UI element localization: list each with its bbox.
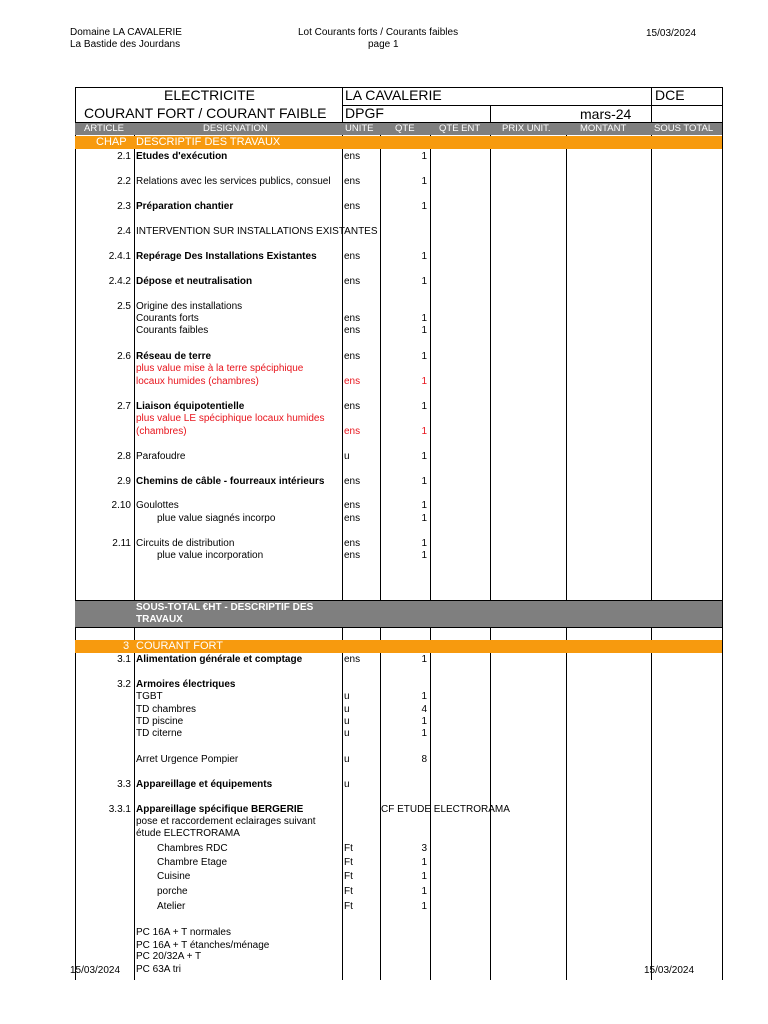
column-header-row — [75, 123, 722, 135]
unit-cell: ens — [344, 513, 361, 524]
article-number: 3.3.1 — [108, 804, 131, 815]
designation-cell: plus value LE spéciphique locaux humides — [136, 413, 325, 424]
subtotal-row — [75, 600, 722, 627]
unit-cell: ens — [344, 476, 361, 487]
quantity-cell: 3 — [421, 843, 427, 854]
designation-cell: Relations avec les services publics, consuel — [136, 176, 331, 187]
quantity-cell: 1 — [421, 401, 427, 412]
unit-cell: Ft — [344, 901, 353, 912]
col-sous-total: SOUS TOTAL — [654, 123, 714, 134]
designation-cell: Chambre Etage — [157, 857, 228, 868]
col-designation: DESIGNATION — [203, 123, 268, 134]
article-number: 2.8 — [117, 451, 131, 462]
quantity-cell: 1 — [421, 500, 427, 511]
note-cell: CF ETUDE ELECTRORAMA — [381, 804, 510, 815]
header-lot: Lot Courants forts / Courants faibles — [298, 27, 459, 38]
designation-cell: TGBT — [136, 691, 163, 702]
article-number: 2.9 — [117, 476, 131, 487]
unit-cell: ens — [344, 176, 361, 187]
unit-cell: Ft — [344, 886, 353, 897]
quantity-cell: 1 — [421, 901, 427, 912]
footer-date-left: 15/03/2024 — [70, 965, 121, 976]
unit-cell: ens — [344, 426, 361, 437]
unit-cell: ens — [344, 654, 361, 665]
quantity-cell: 1 — [421, 376, 427, 387]
col-montant: MONTANT — [580, 123, 627, 134]
designation-cell: Alimentation générale et comptage — [136, 654, 303, 665]
unit-cell: ens — [344, 201, 361, 212]
quantity-cell: 1 — [421, 654, 427, 665]
article-number: 2.4.2 — [108, 276, 131, 287]
designation-cell: INTERVENTION SUR INSTALLATIONS EXISTANTES — [136, 226, 378, 237]
article-number: 2.3 — [117, 201, 131, 212]
article-number: 2.11 — [112, 538, 131, 549]
header-date: 15/03/2024 — [646, 28, 697, 39]
designation-cell: Arret Urgence Pompier — [136, 754, 239, 765]
designation-cell: plus value mise à la terre spéciphique — [136, 363, 304, 374]
unit-cell: ens — [344, 151, 361, 162]
designation-cell: Cuisine — [157, 871, 191, 882]
quantity-cell: 1 — [421, 691, 427, 702]
section-header-descriptif — [75, 136, 722, 149]
unit-cell: ens — [344, 376, 361, 387]
article-number: 2.2 — [117, 176, 131, 187]
quantity-cell: 1 — [421, 176, 427, 187]
designation-cell: Atelier — [157, 901, 186, 912]
designation-cell: TD chambres — [136, 704, 197, 715]
article-number: 3.1 — [117, 654, 131, 665]
unit-cell: u — [344, 728, 350, 739]
designation-cell: Appareillage et équipements — [136, 779, 273, 790]
header-page-number: page 1 — [368, 39, 399, 50]
quantity-cell: 1 — [421, 728, 427, 739]
lot-title: ELECTRICITE — [164, 87, 256, 103]
designation-cell: Armoires électriques — [136, 679, 236, 690]
section-number: CHAP — [96, 136, 127, 148]
footer-date-right: 15/03/2024 — [644, 965, 695, 976]
project-name: LA CAVALERIE — [345, 87, 442, 103]
designation-cell: Goulottes — [136, 500, 179, 511]
designation-cell: plue value siagnés incorpo — [157, 513, 276, 524]
header-address: La Bastide des Jourdans — [70, 39, 181, 50]
designation-cell: Courants forts — [136, 313, 199, 324]
unit-cell: Ft — [344, 843, 353, 854]
designation-cell: PC 16A + T normales — [136, 927, 231, 938]
col-prix-unit: PRIX UNIT. — [502, 123, 551, 134]
quantity-cell: 1 — [421, 886, 427, 897]
phase: DCE — [655, 87, 685, 103]
unit-cell: Ft — [344, 857, 353, 868]
designation-cell: Dépose et neutralisation — [136, 276, 253, 287]
designation-cell: Préparation chantier — [136, 201, 234, 212]
unit-cell: ens — [344, 276, 361, 287]
designation-cell: étude ELECTRORAMA — [136, 828, 240, 839]
quantity-cell: 1 — [421, 538, 427, 549]
section-title: COURANT FORT — [136, 640, 223, 652]
unit-cell: Ft — [344, 871, 353, 882]
quantity-cell: 1 — [421, 151, 427, 162]
section-header-courant-fort — [75, 640, 722, 653]
designation-cell: pose et raccordement eclairages suivant — [136, 816, 316, 827]
designation-cell: Parafoudre — [136, 451, 186, 462]
lot-subtitle: COURANT FORT / COURANT FAIBLE — [84, 105, 327, 121]
article-number: 2.1 — [117, 151, 131, 162]
subtotal-label-line1: SOUS-TOTAL €HT - DESCRIPTIF DES — [136, 602, 314, 613]
designation-cell: Chemins de câble - fourreaux intérieurs — [136, 476, 325, 487]
unit-cell: ens — [344, 325, 361, 336]
col-qte: QTE — [395, 123, 415, 134]
designation-cell: (chambres) — [136, 426, 187, 437]
quantity-cell: 1 — [421, 716, 427, 727]
designation-cell: TD piscine — [136, 716, 184, 727]
quantity-cell: 1 — [421, 857, 427, 868]
unit-cell: ens — [344, 538, 361, 549]
unit-cell: ens — [344, 251, 361, 262]
article-number: 2.7 — [117, 401, 131, 412]
designation-cell: Chambres RDC — [157, 843, 228, 854]
unit-cell: ens — [344, 313, 361, 324]
unit-cell: u — [344, 691, 350, 702]
article-number: 2.5 — [117, 301, 131, 312]
designation-cell: Courants faibles — [136, 325, 209, 336]
designation-cell: Origine des installations — [136, 301, 243, 312]
quantity-cell: 1 — [421, 871, 427, 882]
designation-cell: plue value incorporation — [157, 550, 264, 561]
quantity-cell: 1 — [421, 351, 427, 362]
unit-cell: u — [344, 716, 350, 727]
col-article: ARTICLE — [84, 123, 124, 134]
unit-cell: ens — [344, 500, 361, 511]
article-number: 2.4 — [117, 226, 131, 237]
document-date: mars-24 — [580, 106, 632, 122]
quantity-cell: 1 — [421, 251, 427, 262]
unit-cell: u — [344, 754, 350, 765]
section-number: 3 — [123, 640, 130, 652]
quantity-cell: 1 — [421, 313, 427, 324]
unit-cell: ens — [344, 401, 361, 412]
quantity-cell: 1 — [421, 426, 427, 437]
quantity-cell: 1 — [421, 550, 427, 561]
col-qte-ent: QTE ENT — [439, 123, 481, 134]
designation-cell: PC 63A tri — [136, 964, 182, 975]
article-number: 2.6 — [117, 351, 131, 362]
section-title: DESCRIPTIF DES TRAVAUX — [136, 136, 281, 148]
designation-cell: PC 16A + T étanches/ménage — [136, 940, 270, 951]
designation-cell: Etudes d'exécution — [136, 151, 228, 162]
article-number: 2.4.1 — [108, 251, 131, 262]
quantity-cell: 1 — [421, 513, 427, 524]
designation-cell: locaux humides (chambres) — [136, 376, 259, 387]
subtotal-label-line2: TRAVAUX — [136, 614, 183, 625]
header-company: Domaine LA CAVALERIE — [70, 27, 182, 38]
article-number: 3.3 — [117, 779, 131, 790]
designation-cell: Circuits de distribution — [136, 538, 235, 549]
article-number: 3.2 — [117, 679, 131, 690]
designation-cell: TD citerne — [136, 728, 183, 739]
designation-cell: porche — [157, 886, 188, 897]
article-number: 2.10 — [111, 500, 131, 511]
quantity-cell: 1 — [421, 201, 427, 212]
quantity-cell: 1 — [421, 476, 427, 487]
unit-cell: ens — [344, 351, 361, 362]
unit-cell: u — [344, 451, 350, 462]
designation-cell: Appareillage spécifique BERGERIE — [136, 804, 304, 815]
document-type: DPGF — [345, 105, 384, 121]
col-unite: UNITE — [345, 123, 374, 134]
designation-cell: PC 20/32A + T — [136, 951, 202, 962]
quantity-cell: 1 — [421, 276, 427, 287]
quantity-cell: 4 — [421, 704, 427, 715]
designation-cell: Réseau de terre — [136, 351, 212, 362]
unit-cell: u — [344, 779, 350, 790]
quantity-cell: 8 — [421, 754, 427, 765]
designation-cell: Repérage Des Installations Existantes — [136, 251, 317, 262]
designation-cell: Liaison équipotentielle — [136, 401, 245, 412]
unit-cell: ens — [344, 550, 361, 561]
unit-cell: u — [344, 704, 350, 715]
quantity-cell: 1 — [421, 325, 427, 336]
quantity-cell: 1 — [421, 451, 427, 462]
